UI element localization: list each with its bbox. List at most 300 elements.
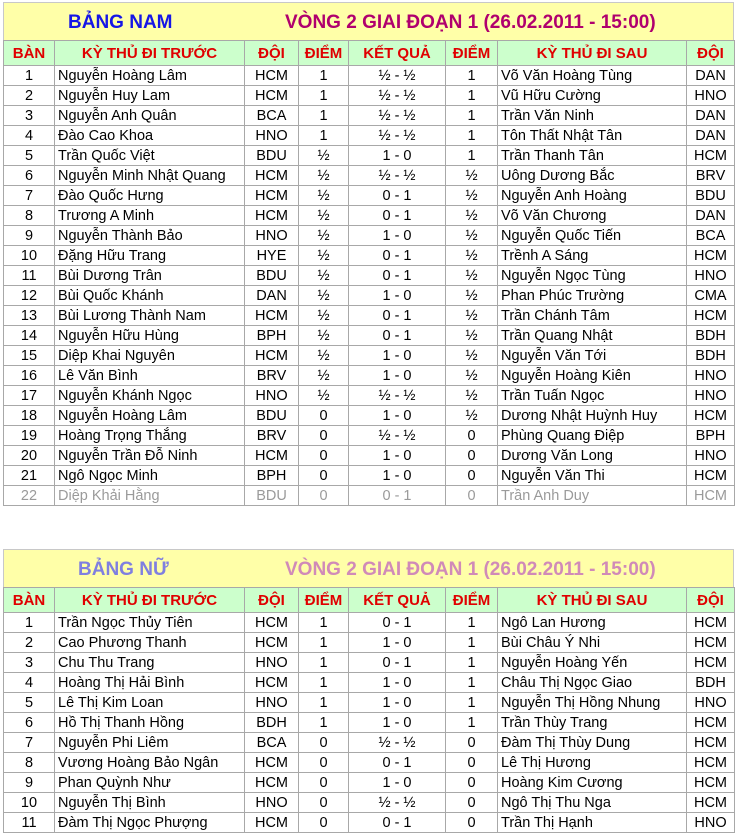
- second-player-cell: Trần Quang Nhật: [498, 326, 687, 346]
- women-header-first-player: KỲ THỦ ĐI TRƯỚC: [55, 588, 245, 613]
- first-player-cell: Diệp Khải Hằng: [55, 486, 245, 506]
- men-table-body: [4, 66, 735, 506]
- table-row: [4, 426, 735, 446]
- board-cell: 2: [4, 86, 55, 106]
- second-team-cell: HNO: [687, 86, 735, 106]
- first-player-cell: Trần Ngọc Thủy Tiên: [55, 613, 245, 633]
- first-player-cell: Nguyễn Hữu Hùng: [55, 326, 245, 346]
- second-points-cell: 1: [446, 106, 498, 126]
- second-team-cell: HCM: [687, 633, 735, 653]
- table-row: [4, 753, 735, 773]
- second-points-cell: ½: [446, 386, 498, 406]
- men-header-board: BÀN: [4, 41, 55, 66]
- men-header-second-team: ĐỘI: [687, 41, 735, 66]
- result-cell: 1 - 0: [349, 406, 446, 426]
- first-player-cell: Nguyễn Anh Quân: [55, 106, 245, 126]
- second-points-cell: 1: [446, 66, 498, 86]
- result-cell: 1 - 0: [349, 633, 446, 653]
- board-cell: 12: [4, 286, 55, 306]
- first-player-cell: Đàm Thị Ngọc Phượng: [55, 813, 245, 833]
- second-points-cell: ½: [446, 346, 498, 366]
- first-points-cell: 0: [299, 793, 349, 813]
- result-cell: 0 - 1: [349, 753, 446, 773]
- board-cell: 17: [4, 386, 55, 406]
- table-row: [4, 126, 735, 146]
- second-team-cell: BDU: [687, 186, 735, 206]
- second-player-cell: Trềnh A Sáng: [498, 246, 687, 266]
- table-row: [4, 146, 735, 166]
- men-title-bar: [3, 2, 734, 40]
- second-player-cell: Trần Anh Duy: [498, 486, 687, 506]
- result-cell: 0 - 1: [349, 326, 446, 346]
- second-team-cell: HCM: [687, 733, 735, 753]
- second-team-cell: DAN: [687, 126, 735, 146]
- table-row: [4, 713, 735, 733]
- second-player-cell: Đàm Thị Thùy Dung: [498, 733, 687, 753]
- first-team-cell: BDU: [245, 406, 299, 426]
- second-points-cell: 1: [446, 613, 498, 633]
- board-cell: 13: [4, 306, 55, 326]
- first-points-cell: ½: [299, 386, 349, 406]
- first-team-cell: HNO: [245, 793, 299, 813]
- first-player-cell: Lê Văn Bình: [55, 366, 245, 386]
- result-cell: 0 - 1: [349, 813, 446, 833]
- first-team-cell: BCA: [245, 733, 299, 753]
- result-cell: 1 - 0: [349, 286, 446, 306]
- first-player-cell: Nguyễn Hoàng Lâm: [55, 406, 245, 426]
- first-team-cell: BDH: [245, 713, 299, 733]
- first-team-cell: BDU: [245, 486, 299, 506]
- table-row: [4, 226, 735, 246]
- women-header-second-team: ĐỘI: [687, 588, 735, 613]
- second-points-cell: 1: [446, 693, 498, 713]
- first-player-cell: Đào Quốc Hưng: [55, 186, 245, 206]
- result-cell: 1 - 0: [349, 366, 446, 386]
- board-cell: 7: [4, 733, 55, 753]
- second-player-cell: Trần Thanh Tân: [498, 146, 687, 166]
- women-header-row: [4, 588, 735, 613]
- first-team-cell: BCA: [245, 106, 299, 126]
- first-player-cell: Lê Thị Kim Loan: [55, 693, 245, 713]
- first-player-cell: Nguyễn Phi Liêm: [55, 733, 245, 753]
- table-row: [4, 246, 735, 266]
- table-row: [4, 793, 735, 813]
- first-points-cell: ½: [299, 306, 349, 326]
- women-header-second-player: KỲ THỦ ĐI SAU: [498, 588, 687, 613]
- second-player-cell: Nguyễn Anh Hoàng: [498, 186, 687, 206]
- second-player-cell: Trần Tuấn Ngọc: [498, 386, 687, 406]
- first-team-cell: BRV: [245, 426, 299, 446]
- men-header-row: [4, 41, 735, 66]
- result-cell: ½ - ½: [349, 733, 446, 753]
- table-row: [4, 466, 735, 486]
- board-cell: 11: [4, 813, 55, 833]
- first-points-cell: 1: [299, 106, 349, 126]
- result-cell: 0 - 1: [349, 613, 446, 633]
- second-team-cell: HNO: [687, 813, 735, 833]
- result-cell: 0 - 1: [349, 266, 446, 286]
- table-row: [4, 86, 735, 106]
- first-points-cell: 1: [299, 693, 349, 713]
- men-header-second-points: ĐIỂM: [446, 41, 498, 66]
- second-player-cell: Ngô Thị Thu Nga: [498, 793, 687, 813]
- second-points-cell: 0: [446, 426, 498, 446]
- first-points-cell: 1: [299, 66, 349, 86]
- result-cell: 1 - 0: [349, 693, 446, 713]
- second-points-cell: 0: [446, 813, 498, 833]
- first-player-cell: Trần Quốc Việt: [55, 146, 245, 166]
- first-player-cell: Nguyễn Thành Bảo: [55, 226, 245, 246]
- board-cell: 21: [4, 466, 55, 486]
- table-row: [4, 673, 735, 693]
- first-points-cell: ½: [299, 326, 349, 346]
- second-points-cell: ½: [446, 246, 498, 266]
- first-points-cell: 1: [299, 633, 349, 653]
- second-player-cell: Châu Thị Ngọc Giao: [498, 673, 687, 693]
- second-points-cell: 0: [446, 466, 498, 486]
- first-player-cell: Nguyễn Hoàng Lâm: [55, 66, 245, 86]
- second-player-cell: Trần Chánh Tâm: [498, 306, 687, 326]
- women-header-first-points: ĐIỂM: [299, 588, 349, 613]
- first-player-cell: Phan Quỳnh Như: [55, 773, 245, 793]
- result-cell: 1 - 0: [349, 226, 446, 246]
- board-cell: 18: [4, 406, 55, 426]
- first-team-cell: HCM: [245, 446, 299, 466]
- first-team-cell: HCM: [245, 753, 299, 773]
- table-row: [4, 773, 735, 793]
- result-cell: 1 - 0: [349, 466, 446, 486]
- result-cell: 0 - 1: [349, 246, 446, 266]
- result-cell: ½ - ½: [349, 386, 446, 406]
- men-title: BẢNG NAM: [68, 12, 173, 33]
- first-player-cell: Trương A Minh: [55, 206, 245, 226]
- board-cell: 15: [4, 346, 55, 366]
- men-header-first-points: ĐIỂM: [299, 41, 349, 66]
- second-points-cell: 1: [446, 653, 498, 673]
- second-player-cell: Hoàng Kim Cương: [498, 773, 687, 793]
- table-row: [4, 733, 735, 753]
- women-pairings-table: [3, 587, 735, 833]
- first-team-cell: BDU: [245, 266, 299, 286]
- second-player-cell: Phùng Quang Điệp: [498, 426, 687, 446]
- first-points-cell: 1: [299, 673, 349, 693]
- result-cell: 0 - 1: [349, 206, 446, 226]
- first-points-cell: ½: [299, 166, 349, 186]
- first-points-cell: ½: [299, 246, 349, 266]
- second-points-cell: ½: [446, 186, 498, 206]
- second-player-cell: Võ Văn Hoàng Tùng: [498, 66, 687, 86]
- women-header-board: BÀN: [4, 588, 55, 613]
- second-team-cell: DAN: [687, 66, 735, 86]
- second-points-cell: ½: [446, 226, 498, 246]
- second-team-cell: HCM: [687, 773, 735, 793]
- first-player-cell: Hoàng Trọng Thắng: [55, 426, 245, 446]
- result-cell: 1 - 0: [349, 446, 446, 466]
- first-points-cell: 0: [299, 426, 349, 446]
- first-team-cell: HCM: [245, 66, 299, 86]
- table-row: [4, 206, 735, 226]
- second-points-cell: ½: [446, 206, 498, 226]
- first-points-cell: ½: [299, 266, 349, 286]
- board-cell: 19: [4, 426, 55, 446]
- men-round-title: VÒNG 2 GIAI ĐOẠN 1 (26.02.2011 - 15:00): [285, 12, 656, 33]
- second-player-cell: Bùi Châu Ý Nhi: [498, 633, 687, 653]
- second-player-cell: Nguyễn Thị Hồng Nhung: [498, 693, 687, 713]
- table-row: [4, 653, 735, 673]
- table-row: [4, 406, 735, 426]
- table-row: [4, 613, 735, 633]
- second-player-cell: Dương Văn Long: [498, 446, 687, 466]
- second-player-cell: Nguyễn Quốc Tiến: [498, 226, 687, 246]
- board-cell: 2: [4, 633, 55, 653]
- board-cell: 9: [4, 226, 55, 246]
- board-cell: 10: [4, 246, 55, 266]
- result-cell: 0 - 1: [349, 653, 446, 673]
- first-points-cell: ½: [299, 286, 349, 306]
- first-points-cell: 0: [299, 446, 349, 466]
- second-team-cell: BRV: [687, 166, 735, 186]
- table-row: [4, 306, 735, 326]
- second-points-cell: 1: [446, 126, 498, 146]
- second-points-cell: ½: [446, 366, 498, 386]
- result-cell: ½ - ½: [349, 166, 446, 186]
- second-team-cell: BDH: [687, 326, 735, 346]
- second-team-cell: HNO: [687, 386, 735, 406]
- first-player-cell: Bùi Quốc Khánh: [55, 286, 245, 306]
- first-team-cell: HNO: [245, 653, 299, 673]
- result-cell: 1 - 0: [349, 146, 446, 166]
- result-cell: ½ - ½: [349, 426, 446, 446]
- men-header-first-player: KỲ THỦ ĐI TRƯỚC: [55, 41, 245, 66]
- second-team-cell: HNO: [687, 266, 735, 286]
- result-cell: ½ - ½: [349, 126, 446, 146]
- table-row: [4, 106, 735, 126]
- first-team-cell: HYE: [245, 246, 299, 266]
- first-player-cell: Bùi Dương Trân: [55, 266, 245, 286]
- table-row: [4, 346, 735, 366]
- result-cell: 0 - 1: [349, 486, 446, 506]
- second-points-cell: 0: [446, 446, 498, 466]
- board-cell: 8: [4, 753, 55, 773]
- second-points-cell: 1: [446, 86, 498, 106]
- second-team-cell: HCM: [687, 146, 735, 166]
- second-points-cell: ½: [446, 406, 498, 426]
- second-team-cell: HCM: [687, 653, 735, 673]
- second-team-cell: HCM: [687, 713, 735, 733]
- first-player-cell: Nguyễn Minh Nhật Quang: [55, 166, 245, 186]
- board-cell: 1: [4, 66, 55, 86]
- first-team-cell: HCM: [245, 813, 299, 833]
- first-points-cell: 0: [299, 466, 349, 486]
- second-player-cell: Phan Phúc Trường: [498, 286, 687, 306]
- result-cell: 1 - 0: [349, 773, 446, 793]
- first-team-cell: HCM: [245, 633, 299, 653]
- second-player-cell: Tôn Thất Nhật Tân: [498, 126, 687, 146]
- second-team-cell: HCM: [687, 486, 735, 506]
- second-player-cell: Vũ Hữu Cường: [498, 86, 687, 106]
- second-points-cell: ½: [446, 166, 498, 186]
- second-team-cell: BDH: [687, 673, 735, 693]
- table-row: [4, 166, 735, 186]
- second-points-cell: 0: [446, 753, 498, 773]
- table-row: [4, 366, 735, 386]
- first-points-cell: 0: [299, 733, 349, 753]
- board-cell: 22: [4, 486, 55, 506]
- second-points-cell: ½: [446, 306, 498, 326]
- first-team-cell: BPH: [245, 466, 299, 486]
- first-player-cell: Nguyễn Huy Lam: [55, 86, 245, 106]
- women-table-body: [4, 613, 735, 833]
- second-player-cell: Ngô Lan Hương: [498, 613, 687, 633]
- women-header-second-points: ĐIỂM: [446, 588, 498, 613]
- first-player-cell: Ngô Ngọc Minh: [55, 466, 245, 486]
- second-team-cell: HCM: [687, 466, 735, 486]
- first-player-cell: Diệp Khai Nguyên: [55, 346, 245, 366]
- second-player-cell: Dương Nhật Huỳnh Huy: [498, 406, 687, 426]
- board-cell: 1: [4, 613, 55, 633]
- table-row: [4, 286, 735, 306]
- first-player-cell: Vương Hoàng Bảo Ngân: [55, 753, 245, 773]
- first-points-cell: 0: [299, 753, 349, 773]
- first-team-cell: HCM: [245, 346, 299, 366]
- first-player-cell: Chu Thu Trang: [55, 653, 245, 673]
- second-points-cell: ½: [446, 286, 498, 306]
- first-team-cell: HCM: [245, 166, 299, 186]
- second-points-cell: 0: [446, 793, 498, 813]
- second-points-cell: 1: [446, 633, 498, 653]
- first-team-cell: HCM: [245, 86, 299, 106]
- result-cell: ½ - ½: [349, 106, 446, 126]
- table-row: [4, 693, 735, 713]
- first-points-cell: ½: [299, 226, 349, 246]
- second-team-cell: DAN: [687, 206, 735, 226]
- women-panel: [3, 549, 734, 833]
- second-team-cell: HCM: [687, 306, 735, 326]
- board-cell: 14: [4, 326, 55, 346]
- first-player-cell: Nguyễn Khánh Ngọc: [55, 386, 245, 406]
- first-team-cell: HNO: [245, 693, 299, 713]
- first-player-cell: Cao Phương Thanh: [55, 633, 245, 653]
- second-player-cell: Nguyễn Ngọc Tùng: [498, 266, 687, 286]
- board-cell: 7: [4, 186, 55, 206]
- second-team-cell: BCA: [687, 226, 735, 246]
- table-row: [4, 66, 735, 86]
- first-player-cell: Bùi Lương Thành Nam: [55, 306, 245, 326]
- result-cell: ½ - ½: [349, 793, 446, 813]
- second-points-cell: 0: [446, 486, 498, 506]
- women-header-result: KẾT QUẢ: [349, 588, 446, 613]
- table-row: [4, 446, 735, 466]
- first-team-cell: HCM: [245, 773, 299, 793]
- board-cell: 3: [4, 653, 55, 673]
- result-cell: ½ - ½: [349, 66, 446, 86]
- first-points-cell: 0: [299, 406, 349, 426]
- table-row: [4, 266, 735, 286]
- first-team-cell: BDU: [245, 146, 299, 166]
- table-row: [4, 186, 735, 206]
- first-points-cell: 1: [299, 86, 349, 106]
- second-team-cell: HNO: [687, 366, 735, 386]
- second-points-cell: 1: [446, 146, 498, 166]
- board-cell: 5: [4, 146, 55, 166]
- second-player-cell: Nguyễn Văn Thi: [498, 466, 687, 486]
- second-player-cell: Võ Văn Chương: [498, 206, 687, 226]
- result-cell: 0 - 1: [349, 306, 446, 326]
- first-team-cell: HCM: [245, 306, 299, 326]
- second-team-cell: DAN: [687, 106, 735, 126]
- second-team-cell: HNO: [687, 693, 735, 713]
- board-cell: 5: [4, 693, 55, 713]
- second-team-cell: BPH: [687, 426, 735, 446]
- women-round-title: VÒNG 2 GIAI ĐOẠN 1 (26.02.2011 - 15:00): [285, 559, 656, 580]
- first-player-cell: Hồ Thị Thanh Hồng: [55, 713, 245, 733]
- first-team-cell: HCM: [245, 186, 299, 206]
- women-header-first-team: ĐỘI: [245, 588, 299, 613]
- table-row: [4, 386, 735, 406]
- first-player-cell: Đào Cao Khoa: [55, 126, 245, 146]
- result-cell: 1 - 0: [349, 346, 446, 366]
- first-player-cell: Nguyễn Trần Đỗ Ninh: [55, 446, 245, 466]
- table-row: [4, 326, 735, 346]
- men-pairings-table: [3, 40, 735, 506]
- second-team-cell: HCM: [687, 793, 735, 813]
- men-header-second-player: KỲ THỦ ĐI SAU: [498, 41, 687, 66]
- board-cell: 10: [4, 793, 55, 813]
- first-points-cell: 1: [299, 126, 349, 146]
- second-player-cell: Trần Văn Ninh: [498, 106, 687, 126]
- first-points-cell: ½: [299, 366, 349, 386]
- second-points-cell: 1: [446, 713, 498, 733]
- board-cell: 6: [4, 166, 55, 186]
- women-title-bar: [3, 549, 734, 587]
- men-header-result: KẾT QUẢ: [349, 41, 446, 66]
- second-player-cell: Nguyễn Hoàng Yến: [498, 653, 687, 673]
- first-team-cell: HNO: [245, 226, 299, 246]
- first-points-cell: 1: [299, 653, 349, 673]
- second-team-cell: HCM: [687, 246, 735, 266]
- second-player-cell: Trần Thị Hạnh: [498, 813, 687, 833]
- first-team-cell: HCM: [245, 613, 299, 633]
- board-cell: 9: [4, 773, 55, 793]
- second-team-cell: BDH: [687, 346, 735, 366]
- board-cell: 6: [4, 713, 55, 733]
- table-row: [4, 633, 735, 653]
- first-points-cell: ½: [299, 206, 349, 226]
- second-player-cell: Nguyễn Hoàng Kiên: [498, 366, 687, 386]
- second-team-cell: HCM: [687, 613, 735, 633]
- first-team-cell: DAN: [245, 286, 299, 306]
- second-player-cell: Lê Thị Hương: [498, 753, 687, 773]
- table-row: [4, 486, 735, 506]
- first-player-cell: Đặng Hữu Trang: [55, 246, 245, 266]
- result-cell: 0 - 1: [349, 186, 446, 206]
- second-player-cell: Nguyễn Văn Tới: [498, 346, 687, 366]
- first-points-cell: 0: [299, 813, 349, 833]
- board-cell: 4: [4, 673, 55, 693]
- first-team-cell: BPH: [245, 326, 299, 346]
- first-points-cell: 0: [299, 773, 349, 793]
- second-points-cell: ½: [446, 326, 498, 346]
- first-team-cell: HNO: [245, 386, 299, 406]
- second-team-cell: HCM: [687, 406, 735, 426]
- men-header-first-team: ĐỘI: [245, 41, 299, 66]
- first-points-cell: 1: [299, 613, 349, 633]
- first-points-cell: ½: [299, 146, 349, 166]
- board-cell: 3: [4, 106, 55, 126]
- first-points-cell: ½: [299, 186, 349, 206]
- table-row: [4, 813, 735, 833]
- board-cell: 4: [4, 126, 55, 146]
